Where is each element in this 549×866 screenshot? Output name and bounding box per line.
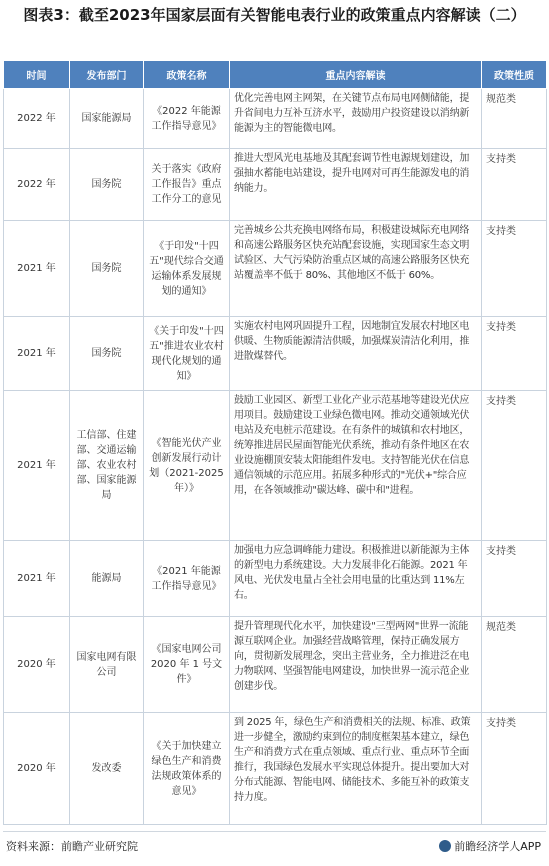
cell-policy-name: 《国家电网公司 2020 年 1 号文件》 (144, 617, 230, 713)
cell-content: 推进大型风光电基地及其配套调节性电源规划建设，加强抽水蓄能电站建设，提升电网对可再生能源发电的消纳能力。 (230, 149, 482, 221)
cell-type: 规范类 (482, 89, 547, 149)
policy-table (3, 60, 547, 825)
table-row (4, 713, 547, 825)
table-row (4, 541, 547, 617)
cell-content: 鼓励工业园区、新型工业化产业示范基地等建设光伏应用项目。鼓励建设工业绿色微电网。推动交通领域光伏电站及充电桩示范建设。在有条件的城镇和农村地区，统筹推进居民屋面智能光伏系统，推动有条件地区在农业设施棚顶安装太阳能组件发电。支持智能光伏在信息通信领域的示范应用。拓展多种形式的"光伏+"综合应用，在各领域推动"碳达峰、碳中和"进程。 (230, 391, 482, 541)
cell-dept: 国务院 (70, 317, 144, 391)
cell-content: 优化完善电网主网架，在关键节点布局电网侧储能，提升省间电力互补互济水平，鼓励用户投资建设以消纳新能源为主的智能微电网。 (230, 89, 482, 149)
cell-year: 2020 年 (4, 617, 70, 713)
table-row (4, 617, 547, 713)
cell-policy-name: 《智能光伏产业创新发展行动计划（2021-2025 年）》 (144, 391, 230, 541)
cell-type: 规范类 (482, 617, 547, 713)
table-row (4, 89, 547, 149)
header-policy-name: 政策名称 (144, 61, 230, 89)
brand-logo-icon (439, 840, 451, 852)
cell-policy-name: 《关于印发"十四五"推进农业农村现代化规划的通知》 (144, 317, 230, 391)
cell-policy-name: 《于印发"十四五"现代综合交通运输体系发展规划的通知》 (144, 221, 230, 317)
cell-dept: 国务院 (70, 149, 144, 221)
table-row (4, 317, 547, 391)
table-header-row (4, 61, 547, 89)
cell-year: 2020 年 (4, 713, 70, 825)
header-time: 时间 (4, 61, 70, 89)
cell-dept: 工信部、住建部、交通运输部、农业农村部、国家能源局 (70, 391, 144, 541)
page-title: 图表3：截至2023年国家层面有关智能电表行业的政策重点内容解读（二） (23, 6, 526, 24)
cell-year: 2021 年 (4, 391, 70, 541)
source-note: 资料来源：前瞻产业研究院 (6, 840, 138, 853)
footer-divider (3, 831, 546, 832)
cell-type: 支持类 (482, 149, 547, 221)
cell-policy-name: 《关于加快建立绿色生产和消费法规政策体系的意见》 (144, 713, 230, 825)
cell-type: 支持类 (482, 713, 547, 825)
header-dept: 发布部门 (70, 61, 144, 89)
cell-policy-name: 《2021 年能源工作指导意见》 (144, 541, 230, 617)
cell-type: 支持类 (482, 317, 547, 391)
cell-dept: 国家电网有限公司 (70, 617, 144, 713)
header-type: 政策性质 (482, 61, 547, 89)
cell-year: 2022 年 (4, 149, 70, 221)
table-row (4, 221, 547, 317)
cell-dept: 能源局 (70, 541, 144, 617)
table-row (4, 149, 547, 221)
cell-policy-name: 《2022 年能源工作指导意见》 (144, 89, 230, 149)
header-content: 重点内容解读 (230, 61, 482, 89)
brand-name: 前瞻经济学人APP (454, 840, 541, 853)
cell-content: 提升管理现代化水平，加快建设"三型两网"世界一流能源互联网企业。加强经营战略管理，保持正确发展方向，贯彻新发展理念，突出主营业务，全力推进泛在电力物联网、坚强智能电网建设，加快世界一流示范企业创建步伐。 (230, 617, 482, 713)
cell-year: 2022 年 (4, 89, 70, 149)
cell-year: 2021 年 (4, 317, 70, 391)
cell-dept: 发改委 (70, 713, 144, 825)
cell-policy-name: 关于落实《政府工作报告》重点工作分工的意见 (144, 149, 230, 221)
cell-year: 2021 年 (4, 221, 70, 317)
cell-year: 2021 年 (4, 541, 70, 617)
cell-content: 到 2025 年，绿色生产和消费相关的法规、标准、政策进一步健全，激励约束到位的制度框架基本建立，绿色生产和消费方式在重点领域、重点行业、重点环节全面推行，我国绿色发展水平实现总体提升。提出要加大对分布式能源、智能电网、储能技术、多能互补的政策支持力度。 (230, 713, 482, 825)
cell-content: 实施农村电网巩固提升工程，因地制宜发展农村地区电供暖、生物质能源清洁供暖，加强煤炭清洁化利用，推进散煤替代。 (230, 317, 482, 391)
table-row (4, 391, 547, 541)
cell-content: 完善城乡公共充换电网络布局，积极建设城际充电网络和高速公路服务区快充站配套设施，实现国家生态文明试验区、大气污染防治重点区域的高速公路服务区快充站覆盖率不低于 80%、其他地区不低于 60%。 (230, 221, 482, 317)
cell-type: 支持类 (482, 391, 547, 541)
cell-content: 加强电力应急调峰能力建设。积极推进以新能源为主体的新型电力系统建设。大力发展非化石能源。2021 年风电、光伏发电量占全社会用电量的比重达到 11%左右。 (230, 541, 482, 617)
cell-dept: 国家能源局 (70, 89, 144, 149)
cell-type: 支持类 (482, 541, 547, 617)
cell-dept: 国务院 (70, 221, 144, 317)
cell-type: 支持类 (482, 221, 547, 317)
brand-credit (439, 838, 541, 854)
